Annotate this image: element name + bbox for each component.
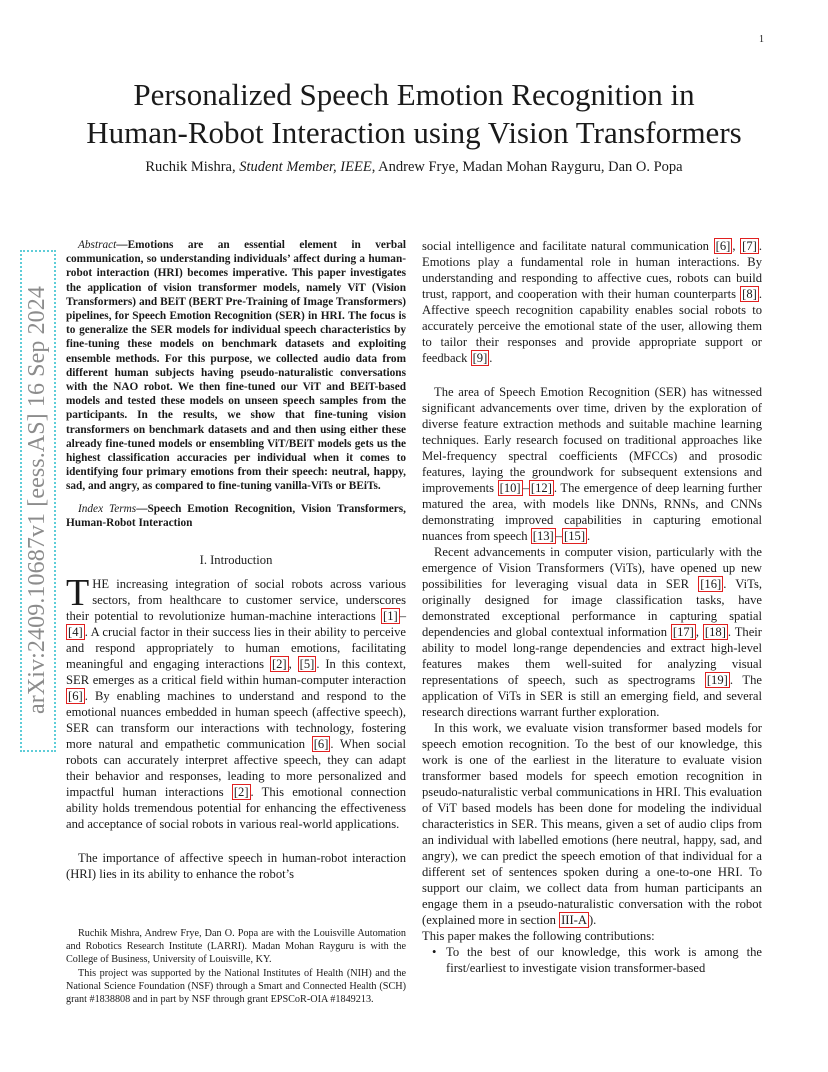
- section-reference-link[interactable]: III-A: [561, 913, 587, 927]
- author-a: Ruchik Mishra,: [145, 159, 240, 175]
- citation-link[interactable]: [15]: [564, 529, 586, 543]
- paragraph-ser-history: [422, 384, 762, 544]
- citation-link[interactable]: [18]: [704, 625, 726, 639]
- body-text: . Affective speech recognition capability enables social robots to accurately perceive the emotional state of the user, allowing them to tailor their responses and provide appropriate support or feedback: [422, 287, 762, 365]
- contribution-bullet-1: • To the best of our knowledge, this work is among the first/earliest to investigate vision transformer-based: [422, 944, 762, 976]
- intro-text: –: [399, 609, 406, 624]
- citation-link[interactable]: [5]: [299, 657, 315, 672]
- intro-text: . This emotional connection ability holds tremendous potential for enhancing the effectiveness and acceptance of social robots in various real-world applications.: [66, 785, 407, 832]
- citation-link[interactable]: [19]: [706, 673, 728, 687]
- abstract-text: —Emotions are an essential element in verbal communication, so understanding individuals’ affect during a human-robot interaction (HRI) becomes imperative. This paper investigates the application of vision transformer models, namely ViT (Vision Transformers) and BEiT (BERT Pre-Training of Image Transformers) pipelines, for Speech Emotion Recognition (SER) in HRI. The focus is to generalize the SER models for individual speech characteristics by fine-tuning these models on benchmark datasets and exploiting ensemble methods. For this purpose, we collected audio data from different human subjects having pseudo-naturalistic conversations with the NAO robot. We then fine-tuned our ViT and BEiT-based models and tested these models on unseen speech samples from the participants. In the results, we show that fine-tuning vision transformers on benchmark datasets and and then using either these already fine-tuned models or ensembling ViT/BEiT models gets us the highest classification accuracies per individual when it comes to identifying four primary emotions from their speech: neutral, happy, sad, and angry, as compared to fine-tuning vanilla-ViTs or BEiTs.: [66, 239, 406, 493]
- intro-paragraph-1: [66, 572, 407, 832]
- footnote-affiliation: Ruchik Mishra, Andrew Frye, Dan O. Popa are with the Louisville Automation and Robotics Research Institute (LARRI). Madan Mohan Rayguru is with the College of Business, University of Louisville, KY.: [66, 928, 406, 965]
- citation-link[interactable]: [7]: [742, 239, 757, 253]
- intro-text: . A crucial factor in their success lies in their ability to perceive and respond appropriately to human emotions, facilitating meaningful and engaging interactions: [66, 625, 406, 672]
- body-text: –: [555, 529, 563, 543]
- abstract-label: Abstract: [78, 239, 117, 251]
- citation-link[interactable]: [6]: [313, 737, 329, 752]
- paper-title: [40, 76, 788, 152]
- body-text: . The emergence of deep learning further matured the area, with models like DNNs, RNNs, and CNNs demonstrating improved capabilities in capturing emotional nuances from speech: [422, 481, 762, 543]
- arxiv-stamp-text: arXiv:2409.10687v1 [eess.AS] 16 Sep 2024: [24, 286, 50, 714]
- body-text: In this work, we evaluate vision transformer based models for speech emotion recognition. To the best of our knowledge, this work is one of the earliest in the literature to evaluate vision transformer based models for speech emotion recognition in pseudo-naturalistic verbal communications in HRI. This evaluation of ViT based models has been done for modeling the individual characteristics in SER. This means, given a set of audio clips from an individual with labelled emotions (here neutral, happy, sad, and angry), we can predict the speech emotion of that individual for a different set of sentences spoken during a one-to-one HRI. To support our claim, we collect data from human participants an engage them in a pseudo-naturalistic conversation with the robot (explained more in section: [422, 721, 762, 927]
- citation-link[interactable]: [4]: [68, 625, 83, 640]
- author-rest: , Andrew Frye, Madan Mohan Rayguru, Dan O. Popa: [371, 159, 683, 175]
- intro-text: ,: [288, 657, 298, 672]
- body-text: social intelligence and facilitate natural communication: [422, 239, 714, 253]
- right-column: [422, 238, 762, 976]
- citation-link[interactable]: [16]: [700, 577, 722, 591]
- index-terms: [66, 502, 406, 530]
- paragraph-vision-transformers: [422, 544, 762, 720]
- index-terms-text: —Speech Emotion Recognition, Vision Transformers, Human-Robot Interaction: [66, 502, 407, 529]
- arxiv-stamp[interactable]: [22, 250, 52, 750]
- footnotes: [66, 928, 406, 1007]
- paragraph-this-work: [422, 720, 762, 928]
- citation-link[interactable]: [2]: [271, 657, 287, 672]
- footnote-funding: This project was supported by the National Institutes of Health (NIH) and the National Science Foundation (NSF) through a Smart and Connected Health (SCH) grant #1838808 and in part by NSF through grant EPSCoR-OIA #1849213.: [66, 968, 406, 1005]
- intro-text: . In this context, SER emerges as a critical field within human-computer interaction: [66, 657, 407, 688]
- citation-link[interactable]: [13]: [532, 529, 554, 543]
- body-text: Recent advancements in computer vision, particularly with the emergence of Vision Transformers (ViTs), have opened up new possibilities for leveraging visual data in SER: [422, 545, 762, 591]
- intro-text: . By enabling machines to understand and respond to the emotional nuances embedded in human speech (affective speech), SER can transform our interactions with technology, fostering more natural and empathetic communication: [66, 689, 406, 752]
- body-text: . Emotions play a fundamental role in human interactions. By understanding and responding to affective cues, robots can build trust, rapport, and cooperation with their human counterparts: [422, 239, 762, 301]
- abstract: [66, 238, 406, 494]
- body-text: .: [489, 351, 493, 365]
- intro-text: HE increasing integration of social robots across various sectors, from healthcare to customer service, underscores their potential to revolutionize human-machine interactions: [66, 577, 406, 624]
- citation-link[interactable]: [9]: [472, 351, 488, 365]
- citation-link[interactable]: [6]: [68, 689, 83, 704]
- body-text: .: [587, 529, 591, 543]
- intro-text: . When social robots can accurately interpret affective speech, they can adapt their behavior and responses, leading to more personalized and impactful human interactions: [66, 737, 406, 800]
- body-text: ).: [588, 913, 597, 927]
- citation-link[interactable]: [6]: [715, 239, 731, 253]
- body-text: . Their ability to model long-range dependencies and extract high-level features makes them well-suited for analyzing visual representations of speech, such as spectrograms: [422, 625, 762, 687]
- page-number: 1: [759, 34, 764, 45]
- body-text: –: [522, 481, 529, 495]
- body-text: ,: [695, 625, 703, 639]
- citation-link[interactable]: [1]: [383, 609, 398, 624]
- body-text: The area of Speech Emotion Recognition (SER) has witnessed significant advancements over time, driven by the exploration of diverse feature extraction methods and suitable machine learning techniques. Early research focused on traditional approaches like Mel-frequency spectral coefficients (MFCCs) and prosodic features, laying the groundwork for subsequent extensions and improvements: [422, 385, 762, 495]
- citation-link[interactable]: [12]: [530, 481, 552, 495]
- left-column: [66, 238, 406, 882]
- title-line-1: Personalized Speech Emotion Recognition in: [133, 77, 695, 112]
- body-text: ,: [732, 239, 741, 253]
- citation-link[interactable]: [17]: [672, 625, 694, 639]
- citation-link[interactable]: [8]: [742, 287, 757, 301]
- index-terms-label: Index Terms: [78, 502, 137, 515]
- paragraph-affective-speech-cont: [422, 238, 762, 366]
- author-membership: Student Member, IEEE: [239, 159, 372, 175]
- paragraph-contributions-intro: This paper makes the following contributions:: [422, 929, 655, 943]
- author-list: [40, 159, 788, 176]
- body-text: . The application of ViTs in SER is still an emerging field, and several research directions warrant further exploration.: [422, 673, 762, 719]
- citation-link[interactable]: [10]: [499, 481, 521, 495]
- drop-cap: T: [66, 572, 90, 615]
- citation-link[interactable]: [2]: [233, 785, 249, 800]
- body-text: . ViTs, originally designed for image classification tasks, have demonstrated exceptional performance in capturing spatial dependencies and global contextual information: [422, 577, 763, 639]
- intro-paragraph-2: The importance of affective speech in human-robot interaction (HRI) lies in its ability to enhance the robot’s: [66, 851, 406, 882]
- section-heading: I. Introduction: [199, 553, 273, 568]
- title-line-2: Human-Robot Interaction using Vision Transformers: [86, 115, 742, 150]
